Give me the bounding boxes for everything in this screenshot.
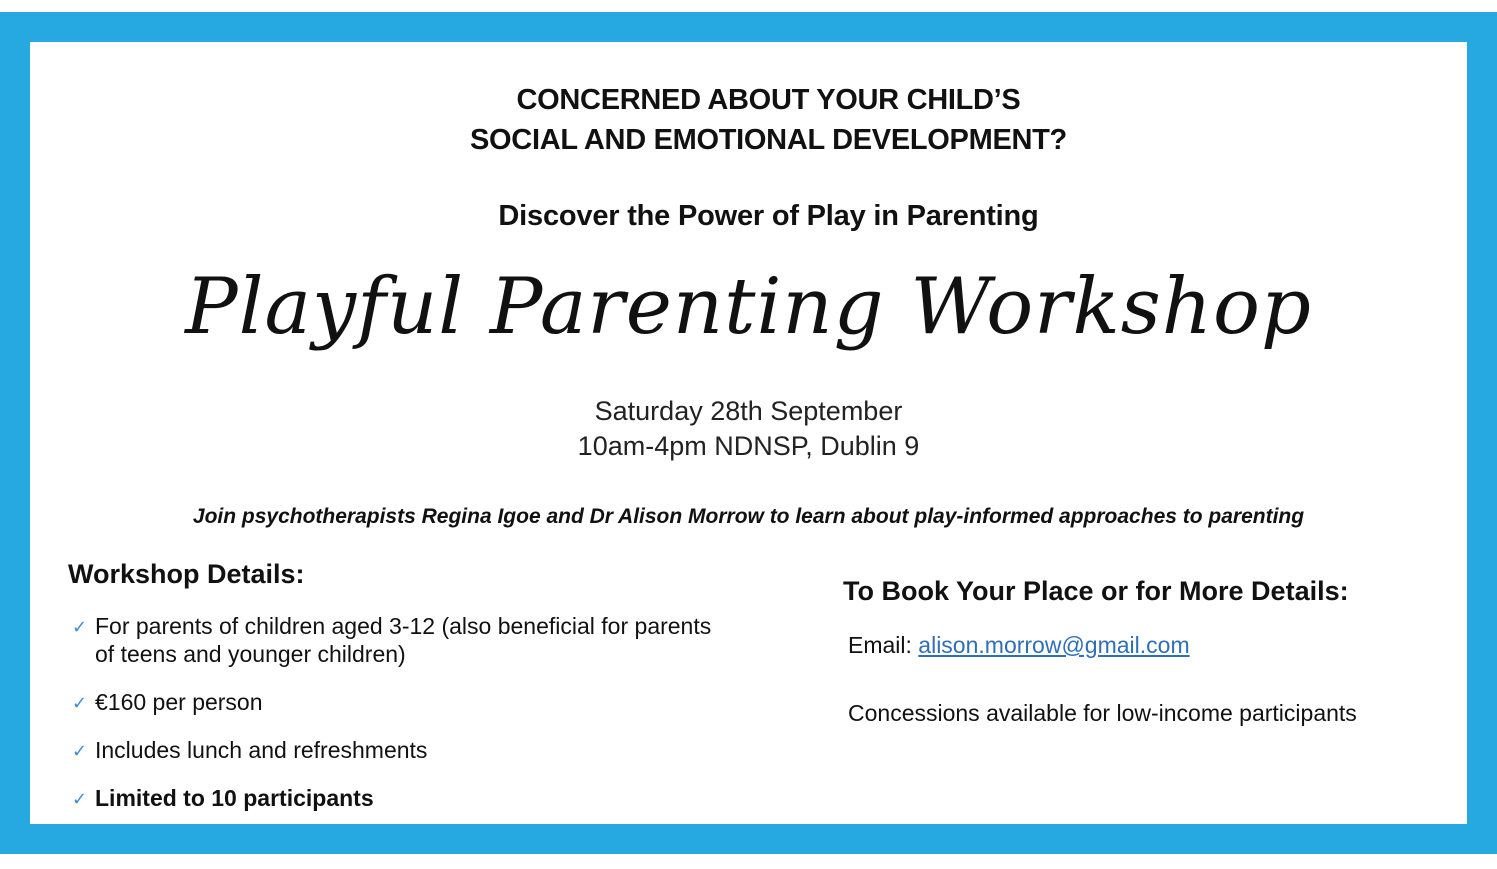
details-item-text: Limited to 10 participants [95, 785, 374, 811]
details-item-lunch [72, 736, 732, 764]
concessions-note: Concessions available for low-income participants [848, 700, 1357, 726]
details-item-price [72, 688, 732, 716]
workshop-details-heading: Workshop Details: [68, 559, 305, 589]
email-line [848, 632, 1190, 659]
workshop-title: Playful Parenting Workshop [185, 262, 1312, 352]
subtitle: Discover the Power of Play in Parenting [498, 200, 1039, 232]
details-item-text: €160 per person [95, 689, 263, 715]
check-icon: ✓ [72, 617, 88, 637]
workshop-details-list [72, 612, 732, 832]
details-item-limit [72, 784, 732, 812]
check-icon: ✓ [72, 789, 88, 809]
email-link[interactable]: alison.morrow@gmail.com [918, 632, 1190, 658]
headline-line-1: CONCERNED ABOUT YOUR CHILD’S [516, 84, 1021, 116]
check-icon: ✓ [72, 741, 88, 761]
booking-heading: To Book Your Place or for More Details: [843, 576, 1349, 606]
event-date: Saturday 28th September [594, 396, 903, 426]
email-label: Email: [848, 632, 912, 658]
event-time-location: 10am-4pm NDNSP, Dublin 9 [577, 431, 920, 461]
details-item-text: For parents of children aged 3-12 (also beneficial for parents of teens and younger children) [95, 613, 712, 667]
headline-line-2: SOCIAL AND EMOTIONAL DEVELOPMENT? [470, 124, 1067, 156]
details-item-text: Includes lunch and refreshments [95, 737, 428, 763]
details-item-audience [72, 612, 732, 668]
check-icon: ✓ [72, 693, 88, 713]
tagline: Join psychotherapists Regina Igoe and Dr Alison Morrow to learn about play-informed approaches to parenting [192, 505, 1305, 528]
